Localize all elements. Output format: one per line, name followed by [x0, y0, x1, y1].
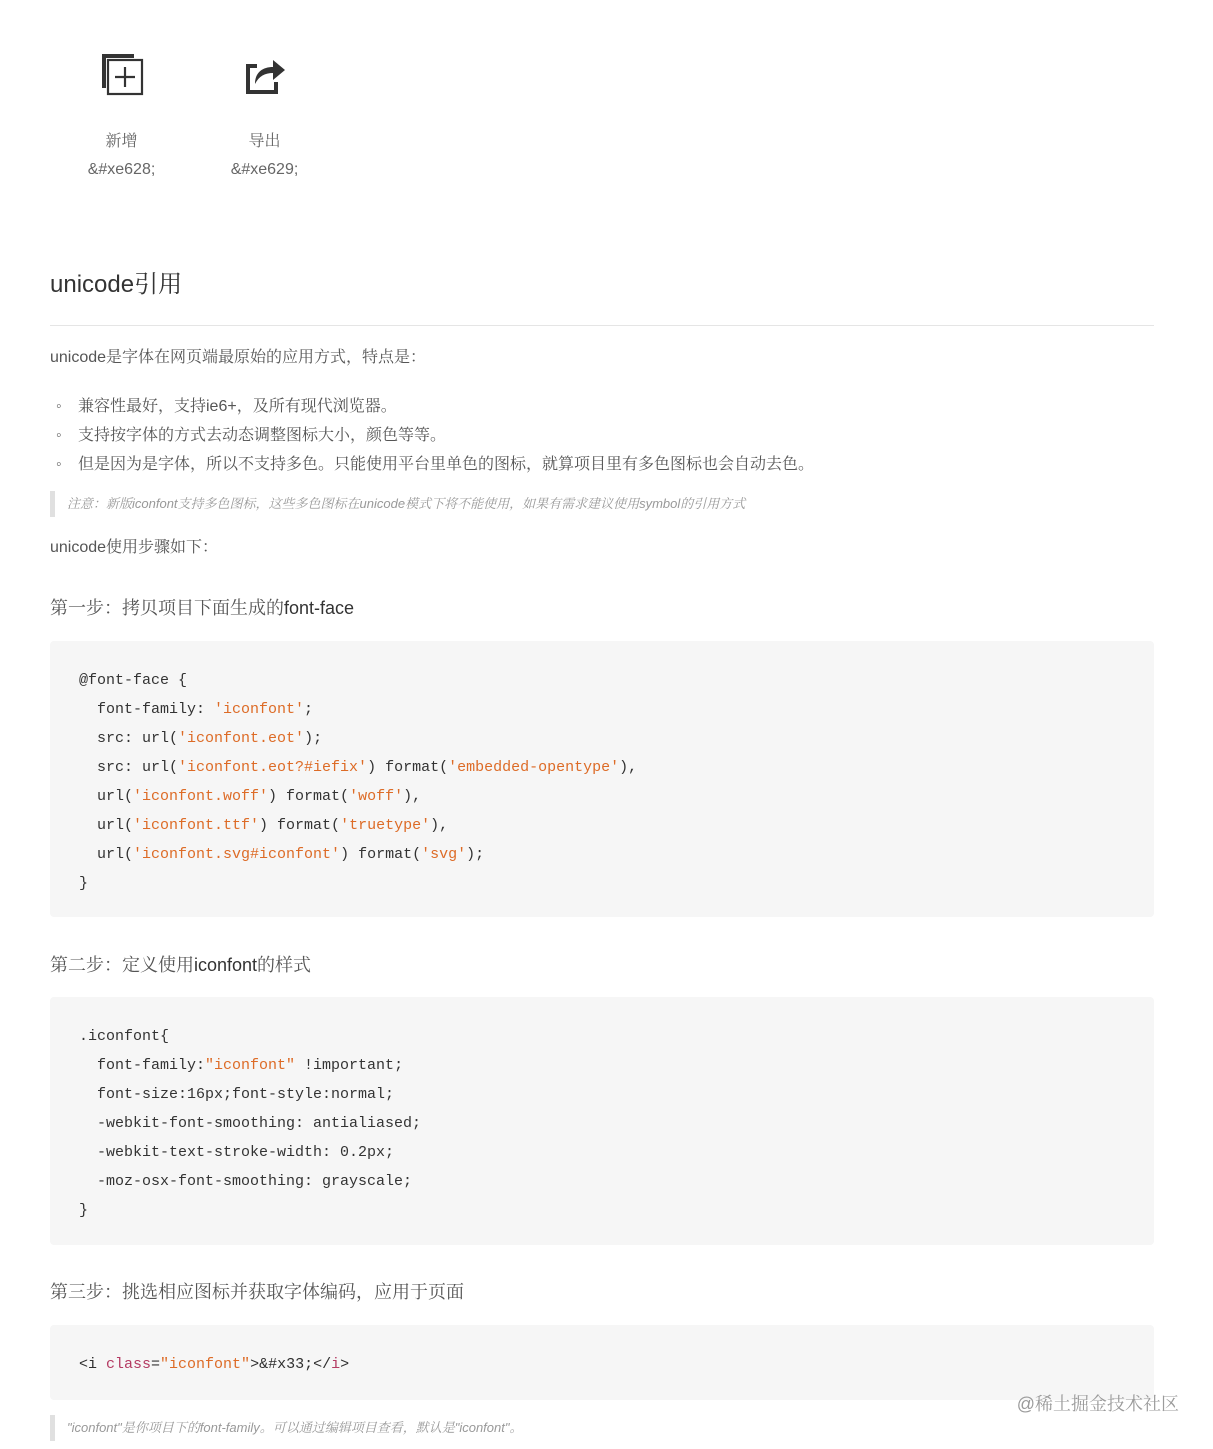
code-line: .iconfont{ — [79, 1028, 170, 1045]
step-2-term: iconfont — [194, 955, 258, 975]
code-line: } — [79, 1202, 89, 1219]
step-1-term: font-face — [284, 598, 355, 618]
code-line: } — [79, 875, 89, 892]
export-share-icon — [235, 44, 295, 104]
code-line: font-size:16px;font-style:normal; — [79, 1086, 395, 1103]
code-block-font-face — [50, 641, 1154, 917]
code-line: -moz-osx-font-smoothing: grayscale; — [79, 1173, 413, 1190]
icon-name: 新增 — [105, 133, 138, 150]
icon-name: 导出 — [248, 133, 281, 150]
note-blockquote-font-family: "iconfont"是你项目下的font-family。可以通过编辑项目查看，默认是"iconfont"。 — [50, 1415, 1167, 1441]
steps-intro: unicode使用步骤如下： — [50, 539, 219, 556]
icon-cell-add — [50, 44, 193, 180]
add-square-icon — [92, 44, 152, 104]
note-blockquote: 注意：新版iconfont支持多色图标，这些多色图标在unicode模式下将不能使用，如果有需求建议使用symbol的引用方式 — [50, 491, 1167, 517]
list-item: ◦ 兼容性最好，支持ie6+，及所有现代浏览器。 — [50, 392, 814, 421]
icon-cell-export — [193, 44, 336, 180]
code-block-usage — [50, 1325, 1154, 1400]
step-3-heading: 第三步：挑选相应图标并获取字体编码，应用于页面 — [50, 1282, 464, 1302]
code-line: src: url('iconfont.eot?#iefix') format('embedded-opentype'), — [79, 759, 638, 776]
code-line: -webkit-font-smoothing: antialiased; — [79, 1115, 422, 1132]
step-2-prefix: 第二步：定义使用 — [50, 955, 194, 975]
step-1-prefix: 第一步：拷贝项目下面生成的 — [50, 598, 284, 618]
code-line: url('iconfont.ttf') format('truetype'), — [79, 817, 449, 834]
watermark-text: @稀土掘金技术社区 — [1016, 1394, 1179, 1414]
step-1-heading — [50, 596, 354, 620]
section-title: unicode引用 — [50, 271, 183, 298]
step-2-suffix: 的样式 — [257, 955, 312, 975]
code-block-iconfont-style — [50, 997, 1154, 1245]
code-line: font-family:"iconfont" !important; — [79, 1057, 404, 1074]
code-line: src: url('iconfont.eot'); — [79, 730, 323, 747]
code-line: font-family: 'iconfont'; — [79, 701, 314, 718]
code-line: -webkit-text-stroke-width: 0.2px; — [79, 1144, 395, 1161]
list-item: ◦ 支持按字体的方式去动态调整图标大小，颜色等等。 — [50, 421, 814, 450]
icon-code: &#xe629; — [230, 161, 299, 178]
code-line: @font-face { — [79, 672, 188, 689]
step-2-heading — [50, 953, 311, 977]
code-line: <i class="iconfont">&#x33;</i> — [79, 1356, 350, 1373]
code-line: url('iconfont.svg#iconfont') format('svg'); — [79, 846, 485, 863]
intro-text: unicode是字体在网页端最原始的应用方式，特点是： — [50, 349, 427, 366]
code-line: url('iconfont.woff') format('woff'), — [79, 788, 422, 805]
feature-list — [50, 392, 814, 479]
divider — [50, 325, 1154, 326]
list-item: ◦ 但是因为是字体，所以不支持多色。只能使用平台里单色的图标，就算项目里有多色图标也会自动去色。 — [50, 450, 814, 479]
icon-grid — [50, 44, 336, 180]
icon-code: &#xe628; — [87, 161, 156, 178]
